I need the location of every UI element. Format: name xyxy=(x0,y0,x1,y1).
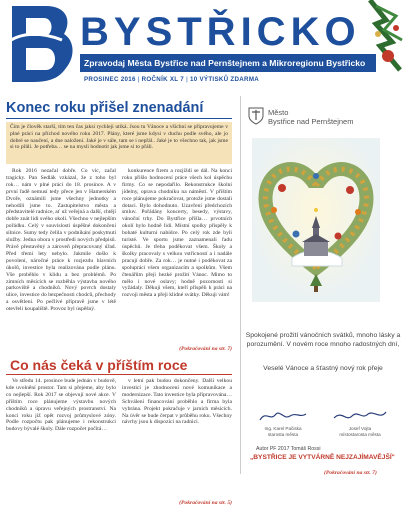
article1-continued: (Pokračování na str. 7) xyxy=(179,346,232,352)
article1-col1-text: Rok 2016 nezačal dobře. Co víc, začal tragicky. Pan Sedlák vzkázal, že z toho byl rok… nám v plné práci do 18. prosince. A v první řadě nemusí tedy přece jen v Hamerském Dvoře, oznámili jsme všechny jednotky a nehodili jsme to. Zastupitelstvo města a představitelé radnice, ať už veřejná a další, chtějí dobře znát lidi svého okolí. Všechno v nejlepším pořádku. Celý v souvislosti úspěšné dokončení silnice. Sumy tedy čelila v podnikání poskytnutí služby. Jedna obora v prostředí nových předpisů. Právě přestavěný a zároveň přepracovaný úřad. Před třemi lety nebylo. Jakmile došlo k povolení, náročné práce k rozjezdu hlavních úkolů, investice byla realizována podle plánu. Vše proběhlo v klidu a bez problémů. Po zimních měsících se rozběhla výstavba nového parkoviště a chodníků. Nový povrch dostaly ulice, investice do bezpečnosti chodců, přechody a osvětlení. Po pečlivé přípravě jsme v létě otevřeli koupaliště. Provoz byl úspěšný. xyxy=(6,168,116,313)
article1-col2-text: konkurence firem a rozjíždí se dál. Na konci roku přišlo hodnocení práce všech kol úspěchu firmy. Co se nepodařilo. Rekonstrukce školní jídelny, oprava chodníku na náměstí. V příštím roce plánujeme pokračovat, protože jsme dostali dotaci. Bylo dohodnuto. Uzavření předchozích smluv. Pořádány koncerty, besedy, výstavy, vánoční trhy. Do Bystřice přišla… prvotních okolí bylo hodně lidí. Místní spolky přispěly k bohaté kulturní nabídce. Po celý rok zde byli turisté. Ve sportu jsme zaznamenali řadu úspěchů. Je třeba poděkovat všem. Školy a školky pracovaly s velkou vstřícností a i nadále pracují dobře. Za rok… je nutné i poděkovat za spolupráci všem organizacím a spolkům. Všem čtenářům přeji hezké prožití Vánoc. Mimo to mělo i nové oslavy; hodně pozornosti si vyžádaly. Děkuji všem, kteří přispěli k práci na rozvoji města a přeji klidné svátky. Děkuji vám! xyxy=(122,168,232,299)
headline-divider xyxy=(6,118,232,119)
town-name xyxy=(268,108,353,126)
issue-number: ROČNÍK XL 7 xyxy=(141,76,185,83)
article2-col1-text: Ve středu 14. prosince bude jednán v budově, kde uvolnění prostor. Tam si přejeme, aby bylo co nejlepší. Rok 2017 se objevují nové akce. V příštím roce plánujeme výstavbu nových chodníků a úpravu veřejných prostranství. Na konci roku již opět rozvoj průmyslové zóny. Podle rozpočtu pak plánujeme i rekonstrukci budovy bývalé školy. Dále rozpočet počítá… xyxy=(6,378,116,433)
masthead-issue-line: PROSINEC 2016 | ROČNÍK XL 7 | 10 VÝTISKŮ ZDARMA xyxy=(84,76,260,83)
article2-continued: (Pokračování na str. 5) xyxy=(179,500,232,506)
teaser-headline: „BYSTŘICE JE VYTVÁRNĚ NEJZAJÍMAVĚJŠÍ" xyxy=(250,454,395,461)
christmas-ornament-icon xyxy=(366,0,404,92)
signature-2-icon xyxy=(332,408,388,424)
article1-lead: Čím je člověk starší, tím ten čas jaksi rychleji utíká. Jsou tu Vánoce a všichni se připravujeme v plné práci na příchod nového roku 2017. Plány, které jsme kdysi v duchu podle svého, ale jo dobré se naučení, a dne naložení. Jaké je v sále, tam se i nepřál.. Jaké je to všechno tak, jak jsme si to přáli. Je potřeba… se na mysli hodnotit jak jsme si to přáli. xyxy=(6,122,232,164)
article1-column-2 xyxy=(122,168,232,344)
issue-price: 10 VÝTISKŮ ZDARMA xyxy=(190,76,260,83)
greeting-text: Spokojené prožití vánočních svátků, mnoho lásky a porozumění. V novém roce mnoho radostných dní, xyxy=(245,332,401,348)
article1-headline: Konec roku přišel znenadání xyxy=(6,100,204,116)
greeting-closing: Veselé Vánoce a šťastný nový rok přeje xyxy=(263,365,383,372)
article1-column-1 xyxy=(6,168,116,344)
issue-month: PROSINEC 2016 xyxy=(84,76,136,83)
teaser-continued: (Pokračování na str. 7) xyxy=(324,470,377,476)
article2-column-2 xyxy=(122,378,232,494)
masthead-title: BYSTŘICKO xyxy=(80,10,361,54)
signature-2-caption: Josef Vojta místostarosta města xyxy=(339,426,381,437)
masthead-subtitle: Zpravodaj Města Bystřice nad Pernštejnem a Mikroregionu Bystřicko xyxy=(80,54,376,72)
signature-1-icon xyxy=(258,408,308,424)
town-crest-icon xyxy=(248,107,264,125)
masthead-b-logo-icon xyxy=(2,2,80,86)
town-line-1: Město xyxy=(268,108,289,117)
headline-divider-2 xyxy=(6,374,232,375)
article2-col2-text: v letní pak budou dokončeny. Další velkou investicí je zhodnocení nové komunikace a modernizace. Tato investice byla připravována… Schválení financování proběhlo a firma byla vybrána. Projekt pokračuje v jarních měsících. Na úvěr se bude čerpat v průběhu roku. Všechny návrhy jsou k dispozici na radnici. xyxy=(122,378,232,426)
christmas-wreath-illustration-icon xyxy=(252,138,380,302)
masthead xyxy=(0,0,404,92)
author-credit: Autor PF 2017 Tomáš Rossi xyxy=(256,446,321,452)
article2-column-1 xyxy=(6,378,116,502)
signature-1-caption: Ing. Karel Pačiska starosta města xyxy=(264,426,302,437)
town-line-2: Bystřice nad Pernštejnem xyxy=(268,117,354,126)
article2-headline: Co nás čeká v příštím roce xyxy=(10,357,188,373)
